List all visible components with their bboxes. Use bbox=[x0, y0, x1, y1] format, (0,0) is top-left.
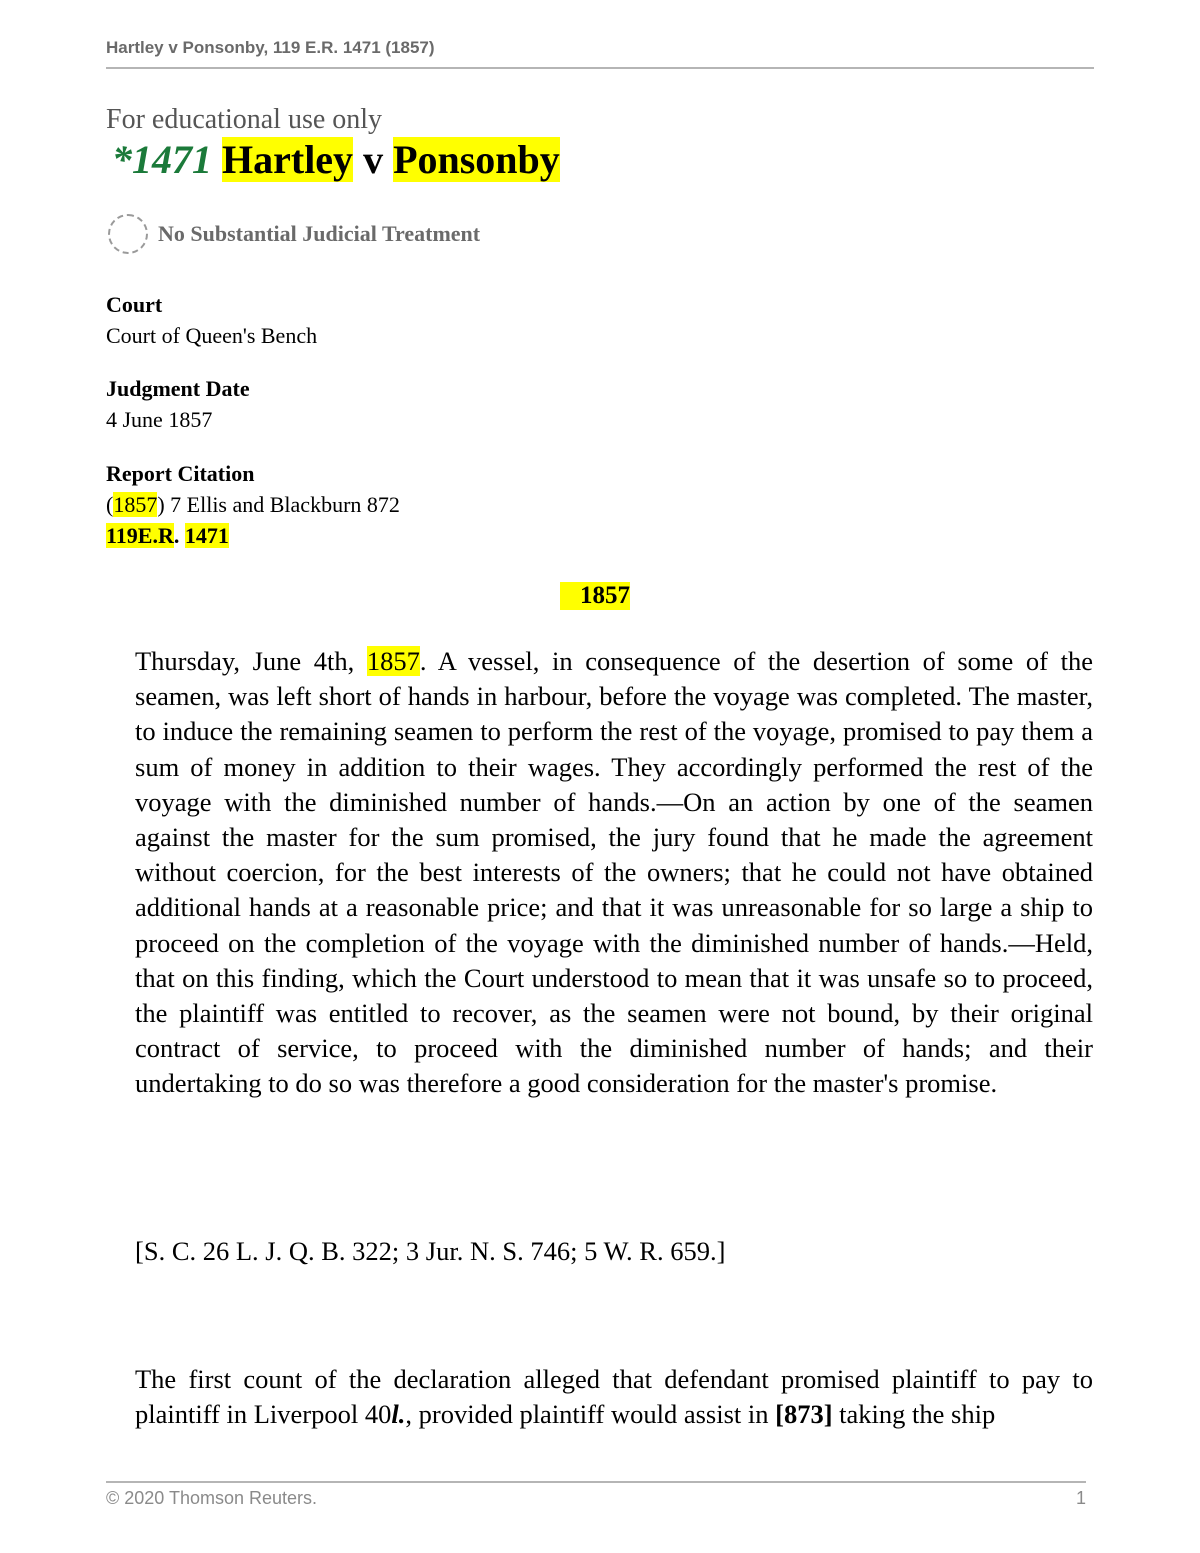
citation-reporter: ) 7 Ellis and Blackburn 872 bbox=[157, 492, 400, 517]
report-citation-label: Report Citation bbox=[106, 461, 255, 486]
judicial-treatment-flag[interactable] bbox=[108, 214, 480, 254]
header-divider bbox=[106, 67, 1094, 69]
court-label: Court bbox=[106, 292, 163, 317]
headnote-text: . A vessel, in consequence of the desertion of some of the seamen, was left short of hands in harbour, before the voyage was completed. The master, to induce the remaining seamen to perform the rest of the voyage, promised to pay them a sum of money in addition to their wages. They accordingly performed the rest of the voyage with the diminished number of hands.—On an action by one of the seamen against the master for the sum promised, the jury found that he made the agreement without coercion, for the best interests of the owners; that he could not have obtained additional hands at a reasonable price; and that it was unreasonable for so large a ship to proceed on the completion of the voyage with the diminished number of hands.—Held, that on this finding, which the Court understood to mean that it was unsafe so to proceed, the plaintiff was entitled to recover, as the seamen were not bound, by their original contract of service, to proceed with the diminished number of hands; and their undertaking to do so was therefore a good consideration for the master's promise. bbox=[135, 646, 1093, 1099]
report-citation-primary bbox=[106, 489, 400, 520]
declaration-text-middle: , provided plaintiff would assist in bbox=[405, 1399, 776, 1430]
headnote-year: 1857 bbox=[366, 646, 420, 676]
citation-year: 1857 bbox=[113, 492, 158, 517]
judgment-date-value: 4 June 1857 bbox=[106, 407, 213, 432]
er-volume: 119E.R bbox=[106, 523, 174, 548]
judgment-date-label: Judgment Date bbox=[106, 376, 250, 401]
citation-paren: ( bbox=[106, 492, 114, 517]
case-title bbox=[112, 136, 560, 183]
versus-label: v bbox=[363, 137, 384, 182]
party-name-defendant: Ponsonby bbox=[393, 137, 560, 182]
declaration-paragraph bbox=[135, 1362, 1093, 1432]
currency-symbol: l. bbox=[391, 1399, 406, 1430]
court-section bbox=[106, 289, 317, 351]
page-marker[interactable]: [873] bbox=[775, 1399, 833, 1430]
report-citation-section bbox=[106, 458, 400, 551]
declaration-text-start: The first count of the declaration alleged that defendant promised plaintiff to pay to plaintiff in Liverpool 40 bbox=[135, 1364, 1093, 1430]
headnote-date: Thursday, June 4th, bbox=[135, 646, 367, 676]
footer-copyright: © 2020 Thomson Reuters. bbox=[106, 1488, 318, 1508]
parallel-citations: [S. C. 26 L. J. Q. B. 322; 3 Jur. N. S. 746; 5 W. R. 659.] bbox=[135, 1236, 726, 1266]
running-header: Hartley v Ponsonby, 119 E.R. 1471 (1857) bbox=[106, 38, 435, 57]
report-citation-er bbox=[106, 520, 400, 551]
dashed-circle-icon bbox=[108, 214, 148, 254]
declaration-text-end: taking the ship bbox=[832, 1399, 996, 1430]
er-dot: . bbox=[173, 523, 180, 548]
court-value: Court of Queen's Bench bbox=[106, 323, 318, 348]
er-page: 1471 bbox=[184, 523, 229, 548]
party-name-plaintiff: Hartley bbox=[222, 137, 354, 182]
star-page-number: *1471 bbox=[112, 137, 212, 182]
year-heading: 1857 bbox=[560, 582, 630, 610]
educational-notice: For educational use only bbox=[106, 104, 383, 135]
footer-divider bbox=[106, 1481, 1086, 1483]
headnote-paragraph bbox=[135, 644, 1093, 1102]
treatment-label: No Substantial Judicial Treatment bbox=[158, 221, 481, 246]
judgment-date-section bbox=[106, 373, 250, 435]
footer-page-number: 1 bbox=[1075, 1488, 1086, 1508]
